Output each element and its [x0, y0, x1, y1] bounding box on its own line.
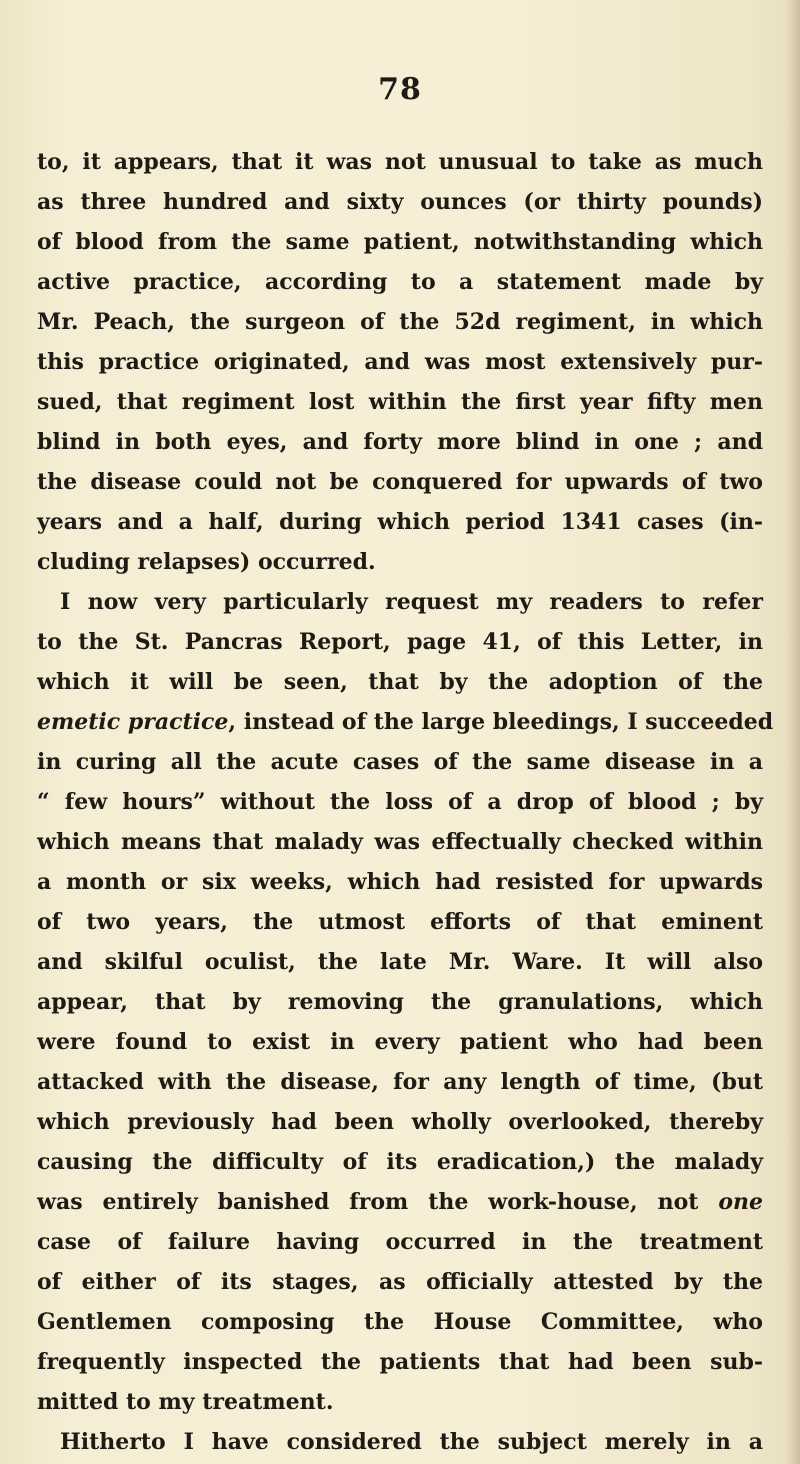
text-line-15: emetic practice, instead of the large bleedings, I succeeded [37, 709, 774, 735]
text-line-30: Gentlemen composing the House Committee, who [37, 1309, 763, 1335]
italic-emphasis: one [718, 1189, 763, 1215]
page-number: 78 [378, 72, 422, 107]
text-line-12: I now very particularly request my readers to refer [60, 589, 763, 615]
text-line-2: as three hundred and sixty ounces (or thirty pounds) [37, 189, 763, 215]
text-line-6: this practice originated, and was most extensively pur- [37, 349, 763, 375]
text-line-32: mitted to my treatment. [37, 1389, 334, 1415]
italic-emphasis: emetic practice [37, 709, 229, 735]
text-line-10: years and a half, during which period 1341 cases (in- [37, 509, 763, 535]
text-line-3: of blood from the same patient, notwithstanding which [37, 229, 763, 255]
text-line-7: sued, that regiment lost within the first year fifty men [37, 389, 763, 415]
text-line-5: Mr. Peach, the surgeon of the 52d regiment, in which [37, 309, 763, 335]
text-line-14: which it will be seen, that by the adoption of the [37, 669, 763, 695]
text-line-22: appear, that by removing the granulations, which [37, 989, 763, 1015]
text-line-19: a month or six weeks, which had resisted for upwards [37, 869, 763, 895]
text-line-4: active practice, according to a statement made by [37, 269, 763, 295]
text-line-28: case of failure having occurred in the treatment [37, 1229, 763, 1255]
text-line-13: to the St. Pancras Report, page 41, of this Letter, in [37, 629, 763, 655]
text-line-24: attacked with the disease, for any length of time, (but [37, 1069, 763, 1095]
text-line-8: blind in both eyes, and forty more blind in one ; and [37, 429, 763, 455]
text-line-17: “ few hours” without the loss of a drop of blood ; by [37, 789, 763, 815]
text-line-16: in curing all the acute cases of the same disease in a [37, 749, 763, 775]
text-line-29: of either of its stages, as officially attested by the [37, 1269, 763, 1295]
text-line-20: of two years, the utmost efforts of that eminent [37, 909, 763, 935]
text-line-33: Hitherto I have considered the subject merely in a [60, 1429, 763, 1455]
text-line-21: and skilful oculist, the late Mr. Ware. It will also [37, 949, 763, 975]
text-line-27: was entirely banished from the work-house, not one [37, 1189, 763, 1215]
text-line-25: which previously had been wholly overlooked, thereby [37, 1109, 763, 1135]
text-line-9: the disease could not be conquered for upwards of two [37, 469, 763, 495]
text-line-18: which means that malady was effectually checked within [37, 829, 763, 855]
page-edge-shadow [786, 0, 800, 1464]
text-line-23: were found to exist in every patient who had been [37, 1029, 763, 1055]
text-line-11: cluding relapses) occurred. [37, 549, 376, 575]
text-line-26: causing the difficulty of its eradication,) the malady [37, 1149, 763, 1175]
text-line-31: frequently inspected the patients that had been sub- [37, 1349, 763, 1375]
text-line-1: to, it appears, that it was not unusual to take as much [37, 149, 763, 175]
